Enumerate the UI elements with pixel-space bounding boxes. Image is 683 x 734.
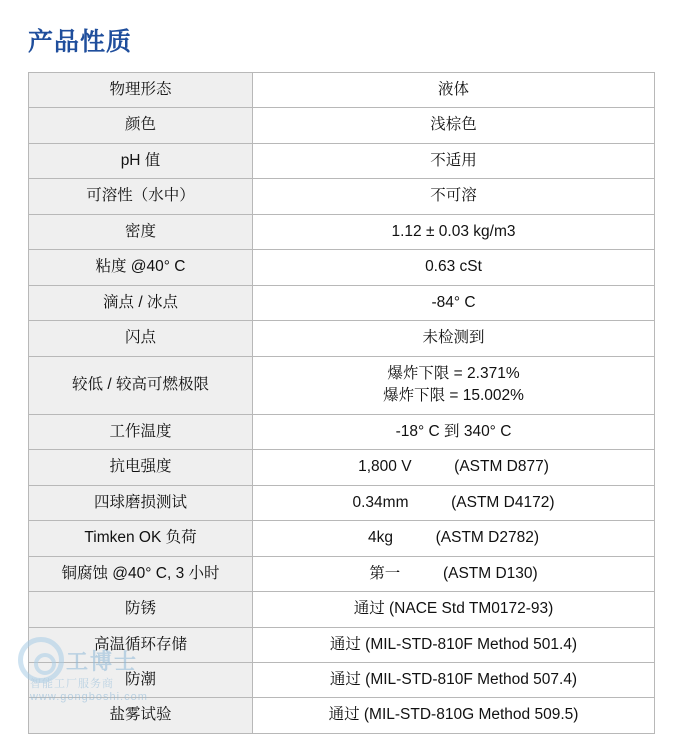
row-value: -18° C 到 340° C [253,414,655,449]
row-value: 不适用 [253,143,655,178]
row-value: 1.12 ± 0.03 kg/m3 [253,214,655,249]
row-value: 第一 [369,564,401,582]
watermark-sub: 智能工厂服务商 [30,678,114,690]
row-label: Timken OK 负荷 [29,521,253,556]
row-label: 颜色 [29,108,253,143]
row-value-note: (ASTM D130) [442,564,538,582]
row-value: 液体 [253,73,655,108]
row-label: 高温循环存储 [29,627,253,662]
table-row [29,321,655,356]
table-row [29,627,655,662]
table-row [29,250,655,285]
row-value: 0.34mm [352,493,409,511]
row-label: 滴点 / 冰点 [29,285,253,320]
row-label: 盐雾试验 [29,698,253,733]
row-value: 通过 (NACE Std TM0172-93) [253,592,655,627]
row-value-note: (ASTM D2782) [435,529,539,547]
table-row [29,73,655,108]
row-label: 铜腐蚀 @40° C, 3 小时 [29,556,253,591]
row-value: 4kg [368,529,393,547]
row-label: pH 值 [29,143,253,178]
table-row [29,556,655,591]
row-label: 抗电强度 [29,450,253,485]
table-row [29,179,655,214]
row-label: 密度 [29,214,253,249]
table-row [29,485,655,520]
table-row [29,662,655,697]
row-label: 防锈 [29,592,253,627]
row-value: 0.63 cSt [253,250,655,285]
row-label: 四球磨损测试 [29,485,253,520]
row-value-multiline [253,356,655,414]
row-value: 不可溶 [253,179,655,214]
table-row [29,108,655,143]
row-value-with-note [253,485,655,520]
row-value-line1: 爆炸下限 = 2.371% [387,364,520,382]
row-value-note: (ASTM D877) [454,458,549,476]
table-body [29,73,655,734]
row-label: 粘度 @40° C [29,250,253,285]
row-label: 工作温度 [29,414,253,449]
row-value-line2: 爆炸下限 = 15.002% [383,387,524,405]
row-value: -84° C [253,285,655,320]
row-value: 1,800 V [358,458,412,476]
product-properties-table [28,72,655,734]
row-label: 物理形态 [29,73,253,108]
page-title: 产品性质 [28,28,133,56]
table-row [29,414,655,449]
row-value: 未检测到 [253,321,655,356]
table-row [29,214,655,249]
row-value-note: (ASTM D4172) [451,493,555,511]
watermark-brand: 工博士 [66,649,139,674]
table-row [29,143,655,178]
table-row [29,450,655,485]
row-value: 通过 (MIL-STD-810G Method 509.5) [253,698,655,733]
table-row [29,285,655,320]
row-value-with-note [253,556,655,591]
row-label: 防潮 [29,662,253,697]
table-row [29,356,655,414]
row-value-with-note [253,521,655,556]
table-row [29,592,655,627]
row-value: 通过 (MIL-STD-810F Method 501.4) [253,627,655,662]
row-label: 闪点 [29,321,253,356]
table-row [29,698,655,733]
row-value: 浅棕色 [253,108,655,143]
row-value-with-note [253,450,655,485]
row-label: 较低 / 较高可燃极限 [29,356,253,414]
table-row [29,521,655,556]
row-value: 通过 (MIL-STD-810F Method 507.4) [253,662,655,697]
watermark-url: www.gongboshi.com [30,691,148,703]
row-label: 可溶性（水中） [29,179,253,214]
